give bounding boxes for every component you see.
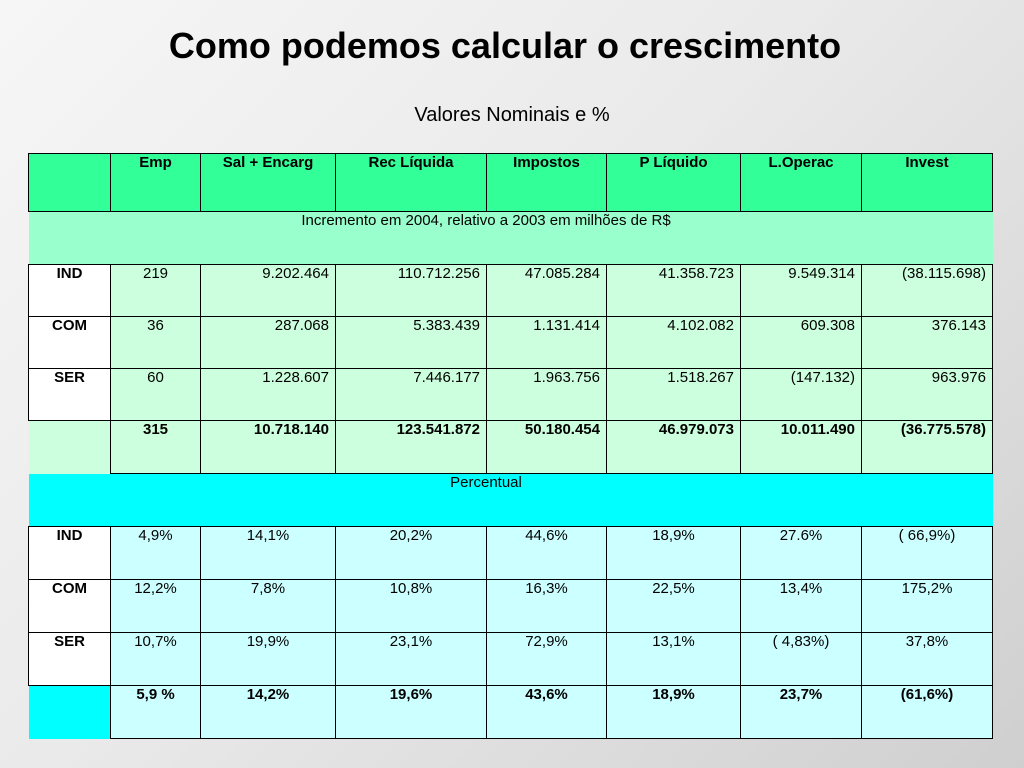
table-cell: (38.115.698) <box>862 265 993 317</box>
total-cell: 10.718.140 <box>201 421 336 474</box>
table-cell: 20,2% <box>336 527 487 580</box>
table-cell: 7.446.177 <box>336 369 487 421</box>
nominal-total-row <box>29 421 993 474</box>
table-cell: 287.068 <box>201 317 336 369</box>
table-cell: 1.518.267 <box>607 369 741 421</box>
table-cell: 13,4% <box>741 580 862 633</box>
table-row <box>29 580 993 633</box>
table-cell: 36 <box>111 317 201 369</box>
table-cell: (147.132) <box>741 369 862 421</box>
total-cell: 43,6% <box>487 686 607 739</box>
total-cell: 14,2% <box>201 686 336 739</box>
table-cell: 22,5% <box>607 580 741 633</box>
table-cell: 72,9% <box>487 633 607 686</box>
table-cell: 4.102.082 <box>607 317 741 369</box>
total-cell: 18,9% <box>607 686 741 739</box>
table-cell: 12,2% <box>111 580 201 633</box>
header-corner <box>29 154 111 212</box>
table-row <box>29 265 993 317</box>
total-cell: 5,9 % <box>111 686 201 739</box>
table-row <box>29 633 993 686</box>
total-label-blank <box>29 686 111 739</box>
table-cell: 219 <box>111 265 201 317</box>
table-cell: 18,9% <box>607 527 741 580</box>
total-cell: 46.979.073 <box>607 421 741 474</box>
table-cell: 4,9% <box>111 527 201 580</box>
percent-total-row <box>29 686 993 739</box>
table-cell: 609.308 <box>741 317 862 369</box>
section-corner <box>29 474 111 527</box>
growth-table <box>28 153 993 739</box>
total-cell: 123.541.872 <box>336 421 487 474</box>
percent-section-row <box>29 474 993 527</box>
total-cell: 10.011.490 <box>741 421 862 474</box>
table-cell: 10,7% <box>111 633 201 686</box>
table-cell: 13,1% <box>607 633 741 686</box>
row-label-ind: IND <box>29 527 111 580</box>
row-label-com: COM <box>29 317 111 369</box>
col-header-p-liquido: P Líquido <box>607 154 741 212</box>
total-cell: (36.775.578) <box>862 421 993 474</box>
table-cell: 5.383.439 <box>336 317 487 369</box>
table-cell: ( 4,83%) <box>741 633 862 686</box>
table-cell: 1.131.414 <box>487 317 607 369</box>
total-cell: (61,6%) <box>862 686 993 739</box>
percent-section-title: Percentual <box>111 474 862 527</box>
section-end <box>862 474 993 527</box>
table-cell: 27.6% <box>741 527 862 580</box>
col-header-l-operac: L.Operac <box>741 154 862 212</box>
col-header-impostos: Impostos <box>487 154 607 212</box>
table-cell: 44,6% <box>487 527 607 580</box>
table-cell: 9.202.464 <box>201 265 336 317</box>
total-cell: 50.180.454 <box>487 421 607 474</box>
table-cell: 1.963.756 <box>487 369 607 421</box>
total-label-blank <box>29 421 111 474</box>
row-label-ser: SER <box>29 369 111 421</box>
table-cell: 16,3% <box>487 580 607 633</box>
table-cell: 41.358.723 <box>607 265 741 317</box>
table-cell: 110.712.256 <box>336 265 487 317</box>
slide-title: Como podemos calcular o crescimento <box>168 25 842 66</box>
table-cell: 1.228.607 <box>201 369 336 421</box>
row-label-ser: SER <box>29 633 111 686</box>
table-cell: 7,8% <box>201 580 336 633</box>
table-cell: 10,8% <box>336 580 487 633</box>
table-cell: 19,9% <box>201 633 336 686</box>
table-cell: 47.085.284 <box>487 265 607 317</box>
nominal-section-row <box>29 212 993 265</box>
header-row <box>29 154 993 212</box>
table-cell: 14,1% <box>201 527 336 580</box>
slide-subtitle: Valores Nominais e % <box>414 104 610 126</box>
col-header-sal-encarg: Sal + Encarg <box>201 154 336 212</box>
table-row <box>29 317 993 369</box>
col-header-emp: Emp <box>111 154 201 212</box>
col-header-rec-liquida: Rec Líquida <box>336 154 487 212</box>
table-row <box>29 369 993 421</box>
table-cell: 175,2% <box>862 580 993 633</box>
table-cell: 963.976 <box>862 369 993 421</box>
total-cell: 19,6% <box>336 686 487 739</box>
row-label-ind: IND <box>29 265 111 317</box>
table-row <box>29 527 993 580</box>
table-cell: 37,8% <box>862 633 993 686</box>
section-corner <box>29 212 111 265</box>
section-end <box>862 212 993 265</box>
table-cell: 9.549.314 <box>741 265 862 317</box>
table-cell: 376.143 <box>862 317 993 369</box>
col-header-invest: Invest <box>862 154 993 212</box>
total-cell: 23,7% <box>741 686 862 739</box>
total-cell: 315 <box>111 421 201 474</box>
table-cell: 23,1% <box>336 633 487 686</box>
table-cell: 60 <box>111 369 201 421</box>
nominal-section-title: Incremento em 2004, relativo a 2003 em milhões de R$ <box>111 212 862 265</box>
table-cell: ( 66,9%) <box>862 527 993 580</box>
row-label-com: COM <box>29 580 111 633</box>
